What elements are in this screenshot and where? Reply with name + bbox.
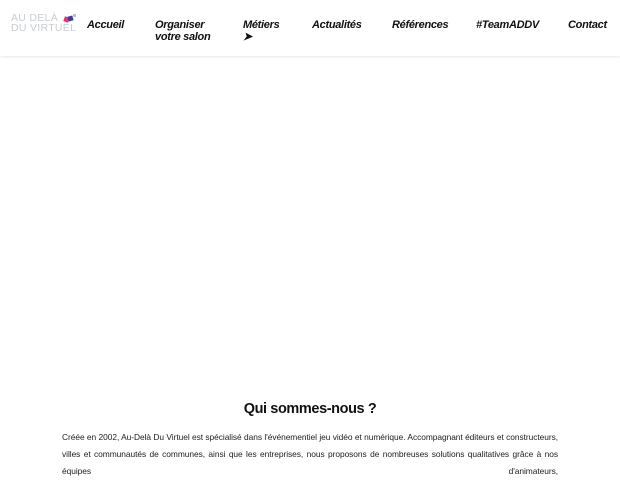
- hero-banner-area: [0, 58, 620, 388]
- logo-mark-icon: [61, 13, 81, 23]
- nav-item-accueil[interactable]: [87, 19, 124, 31]
- nav-label-line-2: votre salon: [155, 31, 211, 43]
- nav-label: Accueil: [87, 19, 125, 31]
- about-section-title: Qui sommes-nous ?: [243, 401, 377, 417]
- nav-label: Contact: [568, 19, 607, 31]
- nav-item-contact[interactable]: [568, 19, 607, 31]
- nav-label: Références: [392, 19, 449, 31]
- logo-text-line-2: DU VIRTUEL: [11, 22, 77, 34]
- nav-label: Organiser: [155, 19, 205, 31]
- nav-item-references[interactable]: [392, 19, 448, 31]
- nav-item-organiser-votre-salon[interactable]: [155, 19, 210, 43]
- about-intro-text: Créée en 2002, Au-Delà Du Virtuel est spécialisé dans l'événementiel jeu vidéo et numérique. Accompagnant éditeurs et constructeurs, villes et communautés de communes, ainsi que les entreprises, nous proposons de nombreuses solutions qualitatives grâce à nos équipes d'animateurs,: [62, 432, 558, 476]
- nav-item-teamaddv[interactable]: [476, 19, 539, 31]
- nav-label: #TeamADDV: [476, 19, 539, 31]
- logo-text-line-1: AU DELÀ: [11, 12, 59, 24]
- nav-label: Métiers: [243, 19, 280, 31]
- nav-label: Actualités: [312, 19, 362, 31]
- nav-item-metiers[interactable]: [243, 19, 279, 43]
- site-header: [0, 0, 620, 56]
- dropdown-arrow-icon: ➤: [243, 31, 252, 43]
- site-logo[interactable]: [11, 12, 77, 35]
- nav-item-actualites[interactable]: [312, 19, 362, 31]
